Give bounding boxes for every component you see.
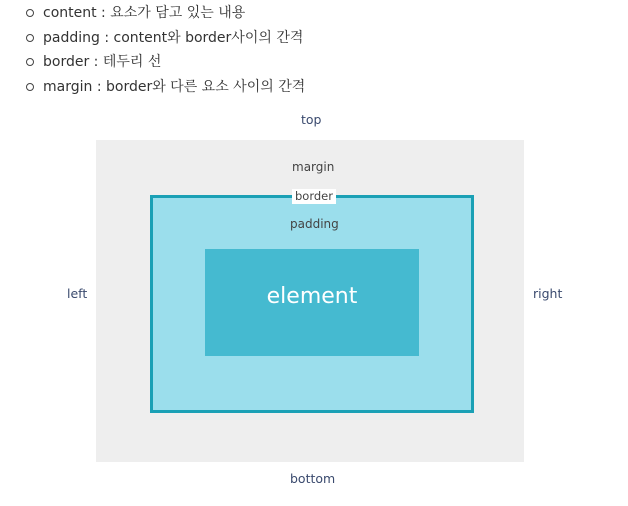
margin-label: margin	[292, 160, 335, 174]
element-label: element	[266, 284, 358, 309]
left-label: left	[67, 286, 88, 301]
padding-label: padding	[290, 217, 339, 231]
bullet-circle-icon	[26, 9, 34, 17]
bottom-label: bottom	[290, 471, 336, 486]
right-label: right	[533, 286, 563, 301]
list-item-text: padding : content와 border사이의 간격	[43, 30, 304, 46]
bullet-circle-icon	[26, 83, 34, 91]
bullet-circle-icon	[26, 58, 34, 66]
border-area	[150, 189, 474, 413]
list-item-text: margin : border와 다른 요소 사이의 간격	[43, 79, 306, 95]
list-item-text: content : 요소가 담고 있는 내용	[43, 5, 246, 21]
element-area	[205, 249, 419, 356]
margin-area	[96, 140, 524, 462]
border-label: border	[292, 189, 336, 204]
list-item-text: border : 테두리 선	[43, 54, 162, 70]
top-label: top	[301, 112, 322, 127]
bullet-circle-icon	[26, 34, 34, 42]
box-model-diagram	[0, 100, 628, 506]
